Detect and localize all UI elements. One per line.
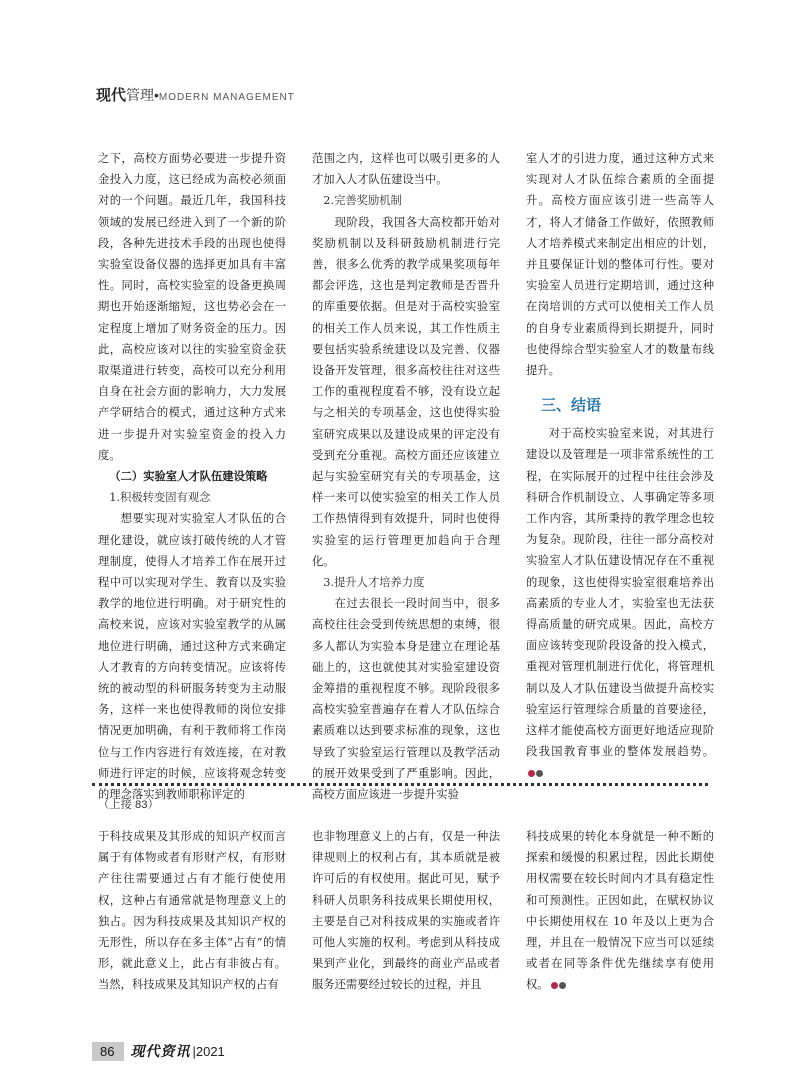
paragraph: [98, 508, 286, 805]
magazine-name: 现代资讯: [130, 1044, 191, 1060]
paragraph-text: 1.积极转变固有观念: [109, 491, 211, 505]
header-english: MODERN MANAGEMENT: [158, 92, 295, 103]
paragraph-text: 在过去很长一段时间当中，很多高校往往会受到传统思想的束缚，很多人都认为实验本身是建立在理论基础上的，这也就使其对实验室建设资金筹措的重视程度不够。现阶段很多高校实验室普遍存在着人才队伍综合素质难以达到要求标准的现象，这也导致了实验室运行管理以及教学活动的展开效果受到了严重影响。因此，高校方面应该进一步提升实验: [312, 597, 500, 802]
page-number: 86: [92, 1042, 124, 1061]
header-separator: •: [154, 87, 159, 103]
section-divider: [92, 783, 708, 786]
paragraph: [312, 593, 500, 805]
section-heading: [98, 466, 286, 487]
paragraph-text: 现阶段，我国各大高校都开始对奖励机制以及科研鼓励机制进行完善，很多么优秀的教学成果奖项每年都会评选，这也是判定教师是否晋升的库重要依据。但是对于高校实验室的相关工作人员来说，其工作性质主要包括实验系统建设以及完善、仪器设备开发管理，很多高校往往对这些工作的重视程度看不够，没有设立起与之相关的专项基金，这也使得实验室研究成果以及建设成果的评定没有受到充分重视。高校方面还应该建立起与实验室研究有关的专项基金，这样一来可以使实验室的相关工作人员工作热情得到有效提升，同时也使得实验室的运行管理更加趋向于合理化。: [312, 215, 500, 568]
issue-year: |2021: [192, 1043, 225, 1059]
paragraph-text: 科技成果的转化本身就是一种不断的探索和缓慢的积累过程，因此长期使用权需要在较长时间内才具有稳定性和可预测性。正因如此，在赋权协议中长期使用权在 10 年及以上更为合理，并且在一般情况下应当可以延续或者在同等条件优先继续享有使用权。: [526, 830, 714, 992]
paragraph: [312, 212, 500, 572]
page-footer: [92, 1040, 225, 1062]
paragraph-text: 2.完善奖励机制: [323, 194, 402, 208]
column-2: [312, 148, 500, 805]
column-1: [98, 148, 286, 805]
paragraph-text: 室人才的引进力度，通过这种方式来实现对人才队伍综合素质的全面提升。高校方面应该引进一些高等人才，将人才储备工作做好，依照教师人才培养模式来制定出相应的计划，并且要保证计划的整体可行性。要对实验室人员进行定期培训，通过这种在岗培训的方式可以使相关工作人员的自身专业素质得到长期提升，同时也使得综合型实验室人才的数量布线提升。: [526, 152, 714, 378]
continued-label: （上接 83）: [98, 799, 159, 811]
end-mark-icon: [528, 769, 546, 778]
subsection-heading: [98, 487, 286, 508]
paragraph-text: 三、结语: [541, 397, 602, 415]
header-title: 现代: [96, 87, 127, 104]
paragraph-text: 之下，高校方面势必要进一步提升资金投入力度，这已经成为高校必须面对的一个问题。最近几年，我国科技领域的发展已经进入到了一个新的阶段，各种先进技术手段的出现也使得实验室设备仪器的选择更加具有丰富性。同时，高校实验室的设备更换周期也开始逐渐缩短，这也势必会在一定程度上增加了财务资金的压力。因此，高校应该对以往的实验室资金获取渠道进行转变，高校可以充分利用自身在社会方面的影响力，大力发展产学研结合的模式，通过这种方式来进一步提升对实验室资金的投入力度。: [98, 152, 286, 462]
paragraph-text: 对于高校实验室来说，对其进行建设以及管理是一项非常系统性的工程，在实际展开的过程中往往会涉及科研合作机制设立、人事确定等多项工作内容，其所秉持的教学理念也较为复杂。现阶段，往往一部分高校对实验室人才队伍建设情况存在不重视的现象，这也使得实验室很难培养出高素质的专业人才，实验室也无法获得高质量的研究成果。因此，高校方面应该转变现阶段设备的投入模式，重视对管理机制进行优化，将管理机制以及人才队伍建设当做提升高校实验室运行管理综合质量的首要途径，这样才能使高校方面更好地适应现阶段我国教育事业的整体发展趋势。: [526, 427, 714, 759]
paragraph: [98, 148, 286, 466]
subsection-heading: [312, 572, 500, 593]
paragraph-text: 3.提升人才培养力度: [323, 576, 425, 590]
paragraph: [526, 423, 714, 783]
header-title-rest: 管理: [126, 87, 155, 103]
paragraph: 于科技成果及其形成的知识产权而言属于有体物或者有形财产权，有形财产往往需要通过占有才能行使使用权，这种占有通常就是物理意义上的独占。因为科技成果及其知识产权的无形性，所以存在多主体“占有”的情形，就此意义上，此占有非彼占有。当然，科技成果及其知识产权的占有: [98, 830, 286, 992]
running-header: [96, 84, 295, 105]
paragraph-text: 范围之内，这样也可以吸引更多的人才加入人才队伍建设当中。: [312, 152, 500, 187]
subsection-heading: [312, 190, 500, 211]
paragraph-text: （二）实验室人才队伍建设策略: [109, 469, 268, 484]
paragraph: [526, 826, 714, 996]
paragraph: 也非物理意义上的占有，仅是一种法律规则上的权利占有，其本质就是被许可后的有权使用。据此可见，赋予科研人员职务科技成果长期使用权，主要是自己对科技成果的实施或者许可他人实施的权利。考虑到从科技成果到产业化，到最终的商业产品或者服务还需要经过较长的过程，并且: [312, 830, 500, 992]
bottom-column-1: [98, 826, 286, 996]
end-mark-icon: [551, 981, 569, 990]
paragraph-text: 想要实现对实验室人才队伍的合理化建设，就应该打破传统的人才管理制度，使得人才培养工作在展开过程中可以实现对学生、教育以及实验教学的地位进行明确。对于研究性的高校来说，应该对实验室教学的从属地位进行明确，通过这种方式来确定人才教育的方向转变情况。应该将传统的被动型的科研服务转变为主动服务，这样一来也使得教师的岗位安排情况更加明确，有利于教师将工作岗位与工作内容进行有效连接，在对教师进行评定的时候，应该将观念转变的理念落实到教师职称评定的: [98, 512, 286, 802]
bottom-column-2: [312, 826, 500, 996]
year-value: 2021: [195, 1043, 225, 1059]
chapter-heading: [526, 395, 714, 417]
paragraph: [526, 148, 714, 381]
paragraph: [312, 148, 500, 190]
column-3: [526, 148, 714, 784]
bottom-column-3: [526, 826, 714, 996]
